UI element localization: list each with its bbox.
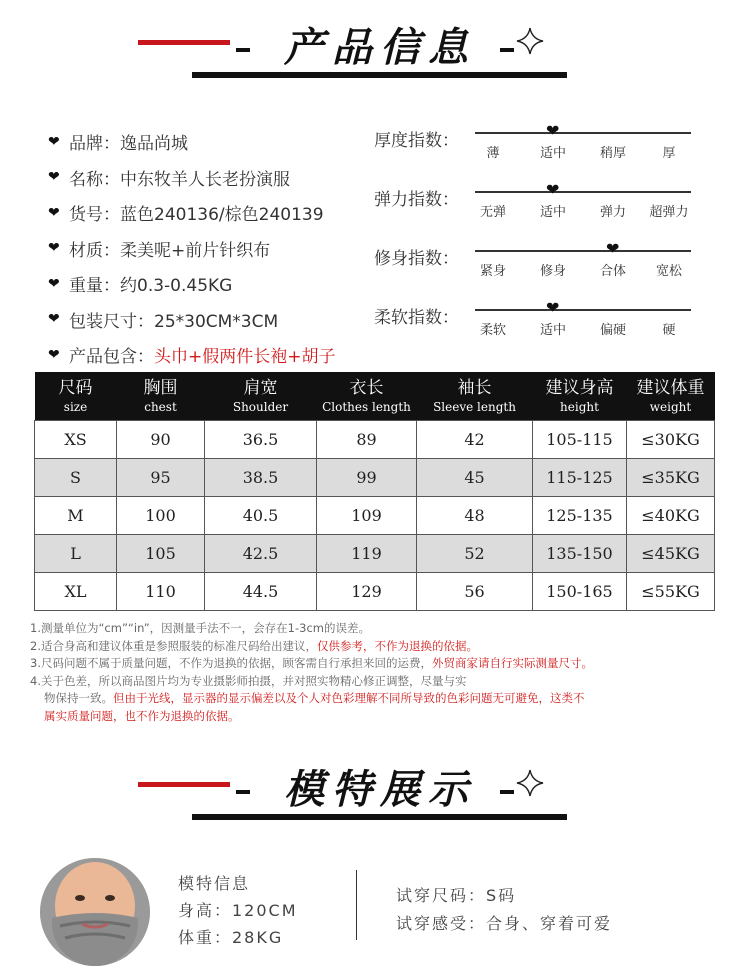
fabric-indices <box>374 122 704 358</box>
trial-size: 试穿尺码：S码 <box>396 886 517 905</box>
info-row-contents <box>48 337 378 373</box>
info-row-sku <box>48 195 378 231</box>
section-title: 模特展示 <box>230 766 530 814</box>
table-cell: M <box>35 496 117 534</box>
header-cn: 肩宽 <box>243 377 278 398</box>
index-scale-line <box>475 132 691 134</box>
contents-value: 头巾+假两件长袍+胡子 <box>154 347 336 368</box>
sku-text: 货号：蓝色240136/棕色240139 <box>69 205 324 226</box>
heart-icon: ❤ <box>48 133 60 150</box>
table-cell: 109 <box>317 496 417 534</box>
index-option: 薄 <box>486 146 500 161</box>
section-banner-model <box>0 752 750 827</box>
header-en: height <box>560 399 599 414</box>
banner-dash-right <box>500 790 514 794</box>
size-table-body <box>35 420 715 610</box>
note-4-warning-cont: 属实质量问题，也不作为退换的依据。 <box>44 708 240 723</box>
header-cn: 建议身高 <box>545 377 614 398</box>
table-cell: 48 <box>417 496 533 534</box>
table-row <box>35 420 715 458</box>
header-cn: 衣长 <box>349 377 384 398</box>
index-label: 柔软指数： <box>374 308 459 328</box>
note-2 <box>30 638 745 656</box>
table-cell: 110 <box>117 572 205 610</box>
note-2-warning: 仅供参考，不作为退换的依据。 <box>316 638 478 653</box>
index-row <box>374 240 704 299</box>
index-row <box>374 181 704 240</box>
table-cell: 125-135 <box>533 496 627 534</box>
index-row <box>374 122 704 181</box>
index-option: 宽松 <box>655 264 682 279</box>
table-cell: 40.5 <box>205 496 317 534</box>
index-label: 弹力指数： <box>374 190 459 210</box>
model-info <box>178 870 298 951</box>
size-table-header-cell <box>533 372 627 420</box>
index-option: 硬 <box>662 323 676 338</box>
model-height: 身高：120CM <box>178 901 298 920</box>
heart-icon: ❤ <box>48 169 60 186</box>
index-option: 弹力 <box>599 205 626 220</box>
index-option: 厚 <box>662 146 676 161</box>
table-cell: 129 <box>317 572 417 610</box>
table-row <box>35 572 715 610</box>
table-row <box>35 534 715 572</box>
product-info-list <box>48 124 378 373</box>
info-row-brand <box>48 124 378 160</box>
model-trial <box>396 882 612 938</box>
table-cell: S <box>35 458 117 496</box>
trial-feel: 试穿感受：合身、穿着可爱 <box>396 914 613 933</box>
header-en: weight <box>649 399 692 414</box>
index-option: 柔软 <box>479 323 506 338</box>
header-en: Clothes length <box>322 399 411 414</box>
table-cell: ≤45KG <box>627 534 715 572</box>
index-option: 稍厚 <box>599 146 626 161</box>
note-1 <box>30 620 745 638</box>
index-label: 厚度指数： <box>374 131 459 151</box>
table-cell: 38.5 <box>205 458 317 496</box>
table-cell: XS <box>35 420 117 458</box>
table-cell: 95 <box>117 458 205 496</box>
table-cell: 100 <box>117 496 205 534</box>
heart-icon: ❤ <box>48 240 60 257</box>
table-row <box>35 496 715 534</box>
index-scale-line <box>475 250 691 252</box>
table-cell: L <box>35 534 117 572</box>
info-row-weight <box>48 266 378 302</box>
index-scale-line <box>475 309 691 311</box>
size-table-header-cell <box>205 372 317 420</box>
table-cell: 44.5 <box>205 572 317 610</box>
note-2-text: 2.适合身高和建议体重是参照服装的标准尺码给出建议， <box>30 638 317 653</box>
table-cell: 99 <box>317 458 417 496</box>
banner-black-line <box>192 72 567 78</box>
index-scale-line <box>475 191 691 193</box>
package-size-text: 包装尺寸：25*30CM*3CM <box>69 311 279 332</box>
table-cell: XL <box>35 572 117 610</box>
header-en: Shoulder <box>232 399 289 414</box>
table-cell: 150-165 <box>533 572 627 610</box>
table-cell: 105 <box>117 534 205 572</box>
table-cell: 89 <box>317 420 417 458</box>
info-row-material <box>48 231 378 267</box>
index-option: 无弹 <box>479 205 506 220</box>
table-cell: ≤55KG <box>627 572 715 610</box>
table-cell: 105-115 <box>533 420 627 458</box>
index-label: 修身指数： <box>374 249 459 269</box>
index-option: 适中 <box>539 205 566 220</box>
model-avatar <box>40 858 150 966</box>
header-cn: 建议体重 <box>636 377 705 398</box>
size-table-header-cell <box>35 372 117 420</box>
size-table-header <box>35 372 715 420</box>
heart-marker-icon: ❤ <box>606 239 620 258</box>
index-option: 超弹力 <box>649 205 689 220</box>
heart-icon: ❤ <box>48 311 60 328</box>
banner-dash-right <box>500 48 514 52</box>
index-option: 修身 <box>539 264 566 279</box>
index-row <box>374 299 704 358</box>
table-cell: 90 <box>117 420 205 458</box>
table-cell: 42 <box>417 420 533 458</box>
header-cn: 袖长 <box>457 377 492 398</box>
material-text: 材质：柔美呢+前片针织布 <box>69 240 271 261</box>
size-table-header-cell <box>417 372 533 420</box>
note-1-text: 1.测量单位为“cm”“in”，因测量手法不一，会存在1-3cm的误差。 <box>30 621 370 635</box>
size-table-header-cell <box>317 372 417 420</box>
model-weight: 体重：28KG <box>178 928 284 947</box>
header-en: size <box>63 399 88 414</box>
table-cell: 45 <box>417 458 533 496</box>
table-cell: 56 <box>417 572 533 610</box>
index-option: 适中 <box>539 323 566 338</box>
note-4-warning: 但由于光线，显示器的显示偏差以及个人对色彩理解不同所导致的色彩问题无可避免，这类不 <box>113 691 585 705</box>
table-cell: ≤30KG <box>627 420 715 458</box>
info-row-package-size <box>48 302 378 338</box>
model-info-title: 模特信息 <box>178 874 251 893</box>
note-4-cont2 <box>30 708 745 726</box>
note-3 <box>30 655 745 673</box>
note-4 <box>30 673 745 691</box>
section-title: 产品信息 <box>230 24 530 72</box>
table-cell: 36.5 <box>205 420 317 458</box>
index-option: 合体 <box>599 264 626 279</box>
index-option: 紧身 <box>479 264 506 279</box>
table-row <box>35 458 715 496</box>
banner-black-line <box>192 814 567 820</box>
header-en: Sleeve length <box>433 399 516 414</box>
note-4-text: 4.关于色差，所以商品图片均为专业摄影师拍摄，并对照实物精心修正调整，尽量与实 <box>30 673 467 688</box>
heart-icon: ❤ <box>48 204 60 221</box>
weight-text: 重量：约0.3-0.45KG <box>69 276 233 297</box>
name-text: 名称：中东牧羊人长老扮演服 <box>69 169 290 190</box>
table-cell: ≤35KG <box>627 458 715 496</box>
model-divider <box>356 870 357 940</box>
sparkle-icon <box>515 26 545 56</box>
table-cell: 119 <box>317 534 417 572</box>
note-3-text: 3.尺码问题不属于质量问题，不作为退换的依据，顾客需自行承担来回的运费， <box>30 656 432 670</box>
table-cell: 135-150 <box>533 534 627 572</box>
brand-text: 品牌：逸品尚城 <box>69 134 188 155</box>
table-cell: ≤40KG <box>627 496 715 534</box>
heart-icon: ❤ <box>48 275 60 292</box>
section-banner-product-info <box>0 10 750 85</box>
table-cell: 42.5 <box>205 534 317 572</box>
size-notes <box>30 620 745 725</box>
table-cell: 52 <box>417 534 533 572</box>
info-row-name <box>48 160 378 196</box>
banner-dash-left <box>236 790 250 794</box>
header-cn: 胸围 <box>143 377 178 398</box>
banner-dash-left <box>236 48 250 52</box>
size-table-header-cell <box>627 372 715 420</box>
heart-marker-icon: ❤ <box>546 298 560 317</box>
note-4-cont <box>30 690 745 708</box>
note-3-warning: 外贸商家请自行实际测量尺寸。 <box>431 656 593 670</box>
header-en: chest <box>144 399 177 414</box>
sparkle-icon <box>515 768 545 798</box>
index-option: 偏硬 <box>599 323 626 338</box>
index-option: 适中 <box>539 146 566 161</box>
model-face-image <box>40 858 150 966</box>
note-4-text-cont: 物保持一致。 <box>44 691 113 705</box>
table-cell: 115-125 <box>533 458 627 496</box>
contents-label: 产品包含： <box>69 347 154 368</box>
header-cn: 尺码 <box>58 377 93 398</box>
heart-marker-icon: ❤ <box>546 121 560 140</box>
heart-marker-icon: ❤ <box>546 180 560 199</box>
size-table <box>34 372 715 611</box>
size-table-header-cell <box>117 372 205 420</box>
heart-icon: ❤ <box>48 346 60 363</box>
